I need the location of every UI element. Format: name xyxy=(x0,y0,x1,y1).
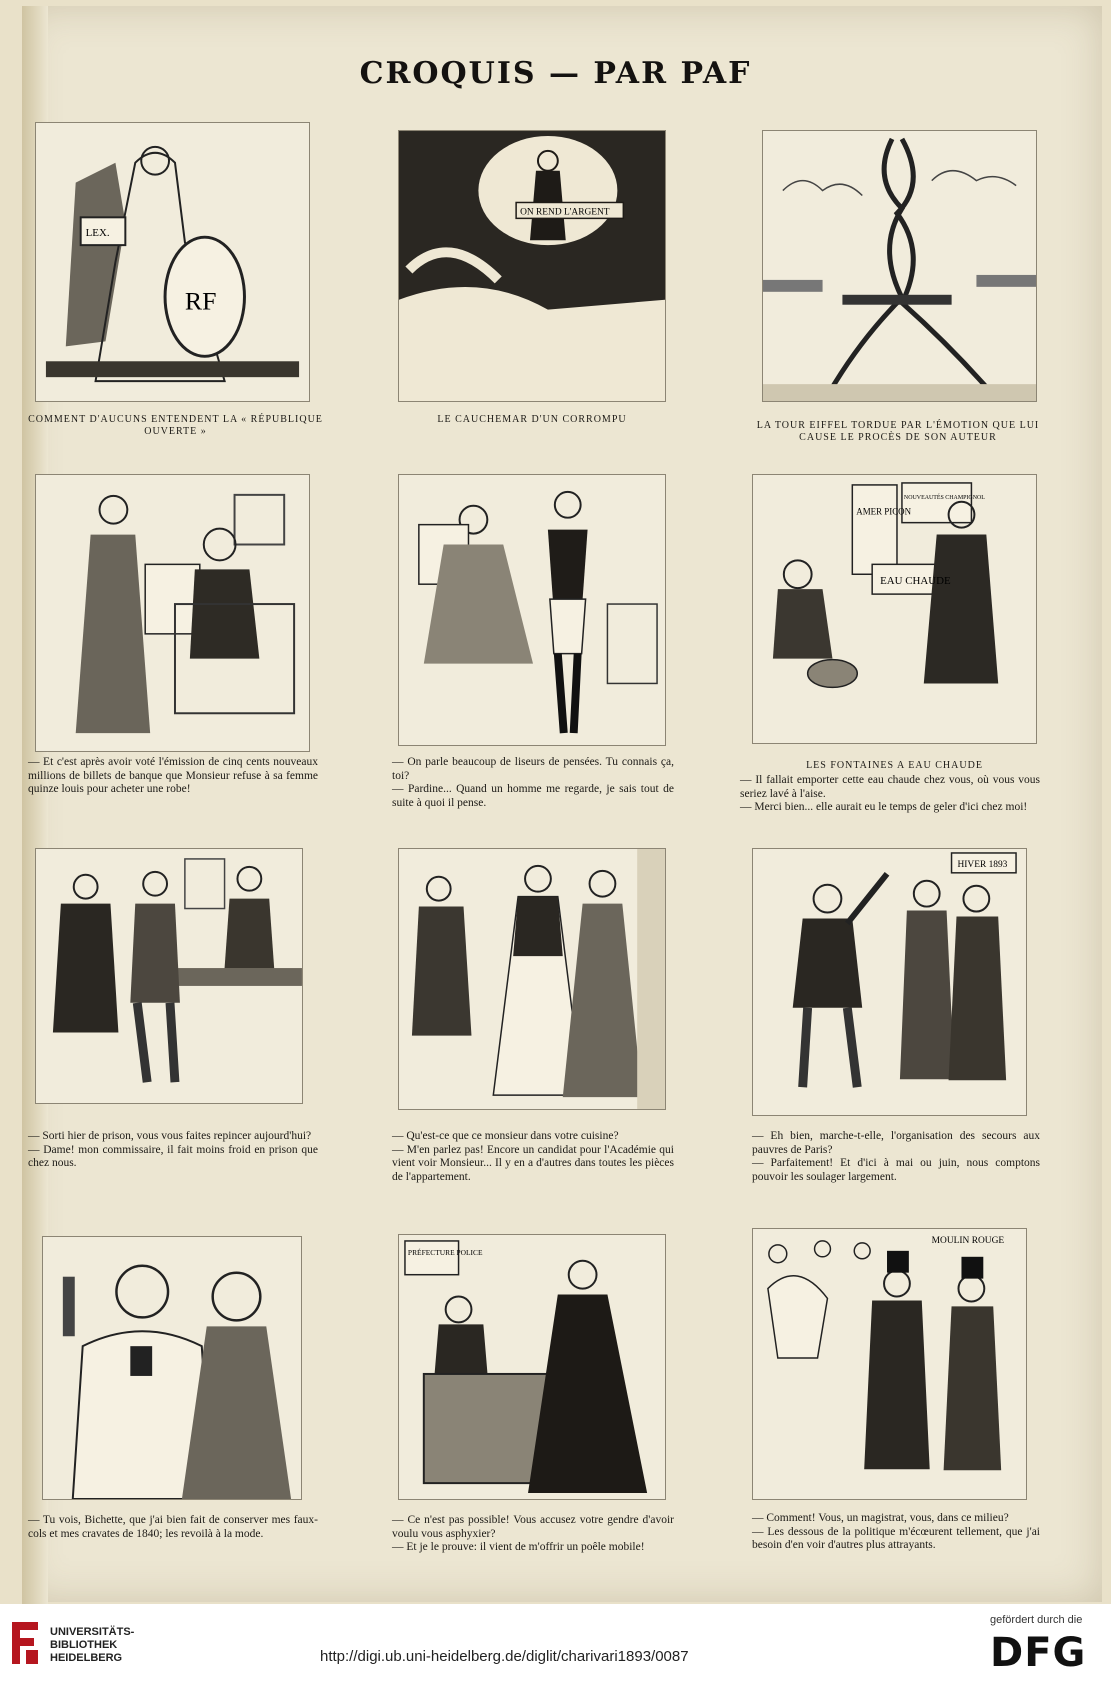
caption-line: — Et c'est après avoir voté l'émission de cinq cents nouveaux millions de billets de banque que Monsieur refuse à sa femme quinze louis pour acheter une robe! xyxy=(28,756,318,795)
lex-tablet-text: LEX. xyxy=(85,227,110,240)
caption-line: — Et je le prouve: il vient de m'offrir un poêle mobile! xyxy=(392,1541,645,1553)
illustration-panel-4 xyxy=(35,474,310,752)
panel-caption-11 xyxy=(392,1514,674,1555)
illustration-panel-1 xyxy=(35,122,310,402)
illustration-panel-11 xyxy=(398,1234,666,1500)
illustration-old-man-collars xyxy=(43,1237,301,1499)
illustration-two-women xyxy=(399,475,665,745)
panel-caption-10 xyxy=(28,1514,318,1541)
illustration-panel-7 xyxy=(35,848,303,1104)
illustration-nightmare xyxy=(399,131,665,401)
caption-line: — Pardine... Quand un homme me regarde, je sais tout de suite à quoi il pense. xyxy=(392,783,674,809)
eau-chaude-sign: EAU CHAUDE xyxy=(880,575,951,588)
caption-line: — Merci bien... elle aurait eu le temps de geler d'ici chez moi! xyxy=(740,801,1028,813)
panel-caption-7 xyxy=(28,1130,318,1171)
caption-line: — On parle beaucoup de liseurs de pensées. Tu connais ça, toi? xyxy=(392,756,674,782)
library-name-line: BIBLIOTHEK xyxy=(50,1639,118,1651)
illustration-kitchen-maid xyxy=(399,849,665,1109)
illustration-panel-12 xyxy=(752,1228,1027,1500)
nouveautes-sign: NOUVEAUTÉS CHAMPIGNOL xyxy=(903,494,985,501)
illustration-panel-8 xyxy=(398,848,666,1110)
illustration-panel-9 xyxy=(752,848,1027,1116)
illustration-panel-2 xyxy=(398,130,666,402)
illustration-twisted-eiffel-tower xyxy=(763,131,1036,401)
digitization-footer xyxy=(0,1604,1111,1682)
caption-line: — Dame! mon commissaire, il fait moins froid en prison que chez nous. xyxy=(28,1143,318,1169)
caption-line: — Il fallait emporter cette eau chaude chez vous, où vous vous seriez lavé à l'aise. xyxy=(740,774,1040,800)
panel-label-3: LA TOUR EIFFEL TORDUE PAR L'ÉMOTION QUE LUI CAUSE LE PROCÈS DE SON AUTEUR xyxy=(756,420,1040,443)
caption-line: — Eh bien, marche-t-elle, l'organisation des secours aux pauvres de Paris? xyxy=(752,1130,1040,1156)
caption-line: — Sorti hier de prison, vous vous faites repincer aujourd'hui? xyxy=(28,1130,312,1142)
rf-shield-text: RF xyxy=(184,286,217,316)
library-name-line: HEIDELBERG xyxy=(50,1652,123,1664)
panel-caption-4 xyxy=(28,756,318,797)
caption-line: — Comment! Vous, un magistrat, vous, dans ce milieu? xyxy=(752,1512,1009,1524)
panel-caption-9 xyxy=(752,1130,1040,1184)
moulin-rouge-sign: MOULIN ROUGE xyxy=(931,1235,1005,1246)
amer-picon-sign: AMER PICON xyxy=(856,506,912,517)
illustration-police-prefecture xyxy=(399,1235,665,1499)
source-url-link[interactable]: http://digi.ub.uni-heidelberg.de/diglit/charivari1893/0087 xyxy=(320,1648,689,1665)
panel-label-1: COMMENT D'AUCUNS ENTENDENT LA « RÉPUBLIQUE OUVERTE » xyxy=(28,414,323,437)
panel-label-2: LE CAUCHEMAR D'UN CORROMPU xyxy=(437,414,627,425)
funding-note: gefördert durch die xyxy=(990,1614,1083,1626)
winter-sign: HIVER 1893 xyxy=(957,859,1008,870)
illustration-panel-10 xyxy=(42,1236,302,1500)
illustration-panel-5 xyxy=(398,474,666,746)
caption-line: — M'en parlez pas! Encore un candidat pour l'Académie qui vient voir Monsieur... Il y en a d'autres dans toutes les pièces de l'appartement. xyxy=(392,1143,674,1183)
panel-caption-5 xyxy=(392,756,674,810)
page-title: CROQUIS — PAR PAF xyxy=(359,56,752,91)
caption-line: — Tu vois, Bichette, que j'ai bien fait de conserver mes faux-cols et mes cravates de 1840; les revoilà à la mode. xyxy=(28,1514,318,1540)
prefecture-sign: PRÉFECTURE POLICE xyxy=(407,1247,483,1257)
library-emblem-icon xyxy=(8,1620,42,1666)
illustration-winter-relief xyxy=(753,849,1026,1115)
dream-banner-text: ON REND L'ARGENT xyxy=(520,207,610,218)
illustration-couple-newspaper xyxy=(36,475,309,751)
illustration-panel-6 xyxy=(752,474,1037,744)
caption-line: — Parfaitement! Et d'ici à mai ou juin, nous comptons pouvoir les soulager largement. xyxy=(752,1157,1040,1183)
panel-caption-8 xyxy=(392,1130,674,1184)
caption-line: — Ce n'est pas possible! Vous accusez votre gendre d'avoir voulu vous asphyxier? xyxy=(392,1514,674,1540)
illustration-panel-3 xyxy=(762,130,1037,402)
library-name xyxy=(50,1626,134,1665)
illustration-republic xyxy=(36,123,309,401)
panel-label-6: LES FONTAINES A EAU CHAUDE xyxy=(806,760,983,771)
illustration-moulin-rouge xyxy=(753,1229,1026,1499)
university-library-logo[interactable] xyxy=(8,1620,158,1670)
illustration-hot-water-fountain xyxy=(753,475,1036,743)
illustration-police-commissioner xyxy=(36,849,302,1103)
dfg-logo[interactable]: DFG xyxy=(990,1630,1087,1676)
caption-line: — Les dessous de la politique m'écœurent tellement, que j'ai besoin d'en voir d'autres plus attrayants. xyxy=(752,1525,1040,1551)
caption-line: — Qu'est-ce que ce monsieur dans votre cuisine? xyxy=(392,1130,619,1142)
library-name-line: UNIVERSITÄTS- xyxy=(50,1626,135,1638)
panel-caption-6 xyxy=(740,774,1040,815)
panel-caption-12 xyxy=(752,1512,1040,1553)
